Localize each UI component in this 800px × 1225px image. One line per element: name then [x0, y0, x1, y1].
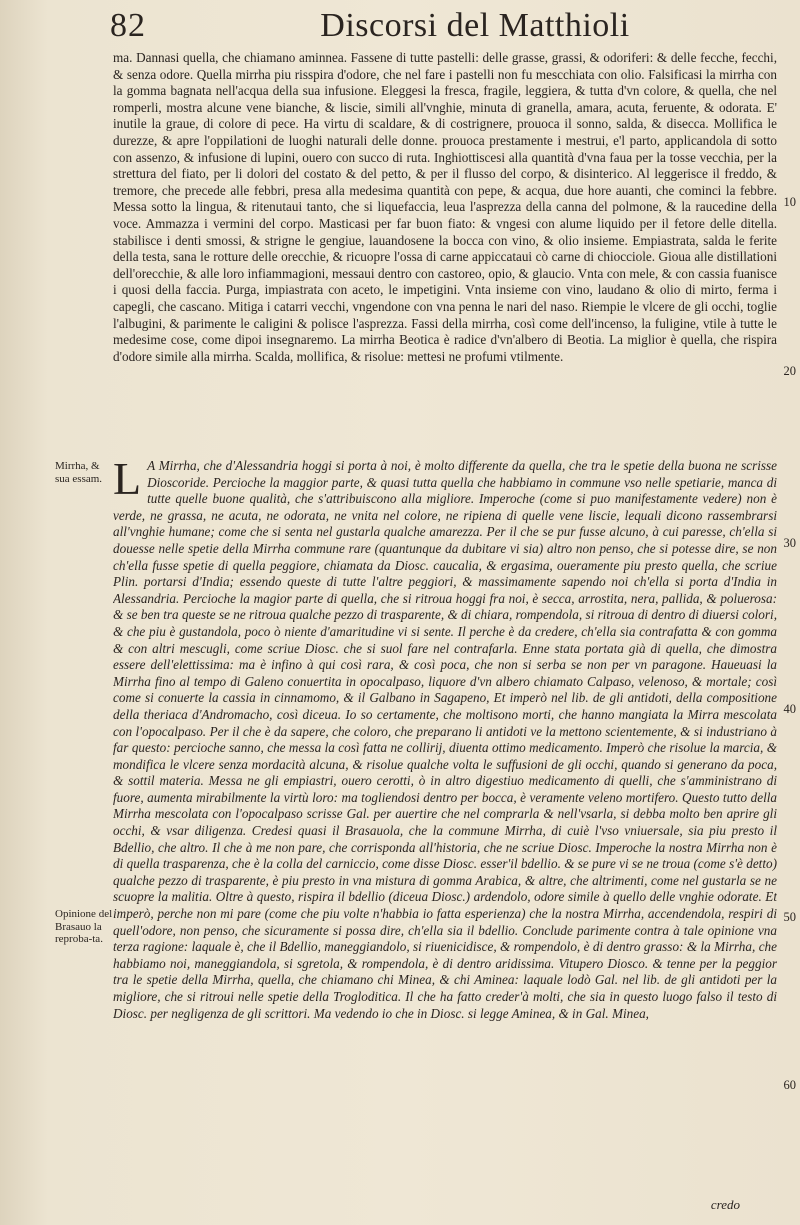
body-text-italic	[113, 458, 777, 1220]
line-number: 10	[783, 195, 796, 209]
body-text-roman	[113, 50, 777, 458]
line-number: 60	[783, 1078, 796, 1092]
page-number: 82	[110, 7, 146, 44]
line-number: 40	[783, 702, 796, 716]
margin-note-mirrha: Mirrha, & sua essam.	[55, 460, 103, 485]
page-header	[110, 0, 740, 46]
line-number: 20	[783, 364, 796, 378]
line-number: 30	[783, 536, 796, 550]
roman-paragraph: ma. Dannasi quella, che chiamano aminnea. Fassene di tutte pastelli: delle grasse, grassi, & odoriferi: & delle fecche, fecchi, & senza odore. Quella mirrha piu risspira d'odore, che nel fare i pastelli non fu mescchiata con olio. Falsificasi la mirrha con la gomma bagnata nell'acqua della sua infusione. Eleggesi la fresca, fragile, leggiera, & tutta d'vn colore, & quella, che nel romperli, mostra alcune vene bianche, & liscie, simili all'vnghie, minuta di granella, amara, acuta, feruente, & odorata. E' inutile la graue, di colore di pece. Ha virtu di scaldare, & di costrignere, prouoca il sonno, salda, & disecca. Mollifica le durezze, & apre l'oppilationi de luoghi naturali delle donne. prouoca prestamente i mestrui, e'l parto, applicandola di sotto con assenzo, & infusione di lupini, ouero con succo di ruta. Inghiottiscesi alla quantità d'vna faua per la tosse vecchia, per la strettura del fiato, per li dolori del costato & del petto, & per il flusso del corpo, & disinterico. Al leggerisce il freddo, & tremore, che precede alle febbri, presa alla medesima quantità con pepe, & acqua, due hore auanti, che cominci la febbre. Messa sotto la lingua, & ritenutaui tanto, che si liquefaccia, leua l'asprezza della canna del polmone, & la raucedine della voce. Ammazza i vermini del corpo. Masticasi per far buon fiato: & vngesi con alume liquido per il fetore delle ditella. stabilisce i denti smossi, & strigne le gengiue, lauandosene la bocca con vino, & olio insieme. Empiastrata, salda le ferite della testa, sana le rotture delle orecchie, & ricuopre l'ossa di carne appiccataui cò carne di chiocciole. Gioua alle distillationi dell'orecchie, & alle loro infiammagioni, messaui dentro con castoreo, opio, & glaucio. Vnta con mele, & con cassia fuanisce i quosi della faccia. Purga, impiastrata con aceto, le impetigini. Vnta insieme con vino, laudano & olio di mirto, ferma i capegli, che cascano. Mitiga i catarri vecchi, vngendone con vna penna le nari del naso. Riempie le vlcere de gli occhi, toglie l'albugini, & parimente le caligini & polisce l'asprezza. Fassi della mirrha, così come dell'incenso, la fuligine, vtile à tutte le medesime cose, come dipoi insegnaremo. La mirrha Beotica è radice d'vn'albero di Beotia. La miglior è quella, che rispira d'odore simile alla mirrha. Scalda, mollifica, & risolue: mettesi ne profumi vtilmente.	[113, 50, 777, 364]
catchword: credo	[710, 1197, 740, 1212]
italic-paragraph: A Mirrha, che d'Alessandria hoggi si porta à noi, è molto differente da quella, che tra le spetie della buona ne scrisse Dioscoride. Percioche la maggior parte, & quasi tutta quella che habbiamo in commune vso nelle spetiarie, manca di tutte quelle buone qualità, che s'attribuiscono alla migliore. Imperoche (come si puo manifestamente vedere) non è verde, ne grassa, ne acuta, ne odorata, ne vnita nel colore, ne ripiena di quelle vene liscie, lequali dicono rassembrarsi all'vnghie humane; come che si senta nel gustarla qualche amarezza. Per il che se pur fusse alcuno, à cui paresse, ch'ella si douesse nelle spetie della Mirrha commune rare (quantunque da dubitare vi sia) altro non penso, che si potesse dire, se non ch'ella fusse spetie di quella peggiore, chiamata da Diosc. caucalia, & ergasima, oueramente piu presto quella, che scriue Plin. portarsi d'India; essendo queste di tutte l'altre peggiori, & massimamente sapendo noi ch'ella si porta d'India in Alessandria. Percioche la magior parte di quella, che si ritroua hoggi fra noi, è secca, arrostita, nera, pallida, & poluerosa: & se ben tra queste se ne ritroua qualche pezzo di trasparente, & di chiara, rompendola, si ritroua di dentro di diuersi colori, & che piu è gustandola, poco ò niente d'amaritudine vi si sente. Il perche è da credere, ch'ella sia contrafatta & con gomma & con altri mescugli, come scriue Diosc. che si suol fare nel contrafarla. Enne stata portata già di quella, che dimostra essere dell'elettissima: ma è infino à qui così rara, & così poca, che non si serba se non per vn paragone. Haueuasi la Mirrha fino al tempo di Galeno conuertita in opocalpaso, liquore d'vn albero chiamato Calpaso, velenoso, & mortale; così come si conuerte la cassia in cinnamomo, & il Galbano in Sagapeno, Et imperò nel lib. de gli antidoti, della compositione della theriaca d'Andromacho, così diceua. Io so certamente, che moltisono morti, che hanno mangiata la Mirra mescolata con l'opocalpaso. Per il che è da sapere, che coloro, che preparano li antidoti ve la mettono scientemente, & si industriano à far questo: percioche sanno, che messa la così fatta ne collirij, diuenta ottimo medicamento. Imperò che risolue la marcia, & mondifica le vlcere senza mordacità alcuna, & risolue qualche volta le suffusioni de gli occhi, quando si generano da poca, & sottil materia. Messa ne gli empiastri, ouero cerotti, ò in altro digestiuo medicamento di quelli, che s'amministrano di fuore, aumenta mirabilmente la virtù loro: ma togliendosi dentro per bocca, è veramente veleno mortifero. Questo tutto della Mirrha mescolata con l'opocalpaso scrisse Gal. per auertire che nel comprarla & nell'vsarla, si debba molto ben aprire gli occhi, & vsar diligenza. Credesi quasi il Brasauola, che la commune Mirrha, di cuiè l'vso vniuersale, sia piu presto il Bdellio, che altro. Il che à me non pare, che corrisponda all'historia, che ne scriue Diosc. Imperoche la nostra Mirrha non è di quella trasparenza, che è la colla del carniccio, come disse Diosc. esser'il bdellio. & se pure vi se ne troua (come s'è detto) qualche pezzo di trasparente, è piu presto in vna mistura di gomma Arabica, & altre, che altrimenti, come nel gustarla se ne scuopre la malitia. Oltre à questo, rispira il bdellio (diceua Diosc.) ardendolo, odore simile à quello delle vnghie odorate. Et imperò, perche non mi pare (come che piu volte n'habbia io fatta esperienza) che la nostra Mirrha, accendendola, respiri di quell'odore, non penso, che sicuramente si possa dire, ch'ella sia il bdellio. Conclude parimente contra à tale opinione vna terza ragione: laquale è, che il Bdellio, maneggiandolo, si riuenicidisce, & rompendolo, è di dentro grasso: & la Mirrha, che habbiamo noi, maneggiandola, si sgretola, & rompendola, è di dentro aridissima. Vitupero Diosco. & tenne per la peggior tra le spetie della Mirrha, quella, che chiamano chi Minea, & chi Aminea: laquale lodò Gal. nel lib. de gli antidoti per la migliore, che si ritroui nelle spetie della Trogloditica. Il che ha fatto creder'à molti, che sia in questo luogo falso il testo di Diosc. per negligenza de gli scrittori. Ma vedendo io che in Diosc. si legge Aminea, & in Gal. Minea,	[113, 458, 777, 1021]
line-number: 50	[783, 910, 796, 924]
margin-note-opinione: Opinione del Brasauo la reproba-ta.	[55, 908, 113, 945]
drop-cap: L	[113, 458, 142, 504]
running-head: Discorsi del Matthioli	[320, 7, 630, 44]
